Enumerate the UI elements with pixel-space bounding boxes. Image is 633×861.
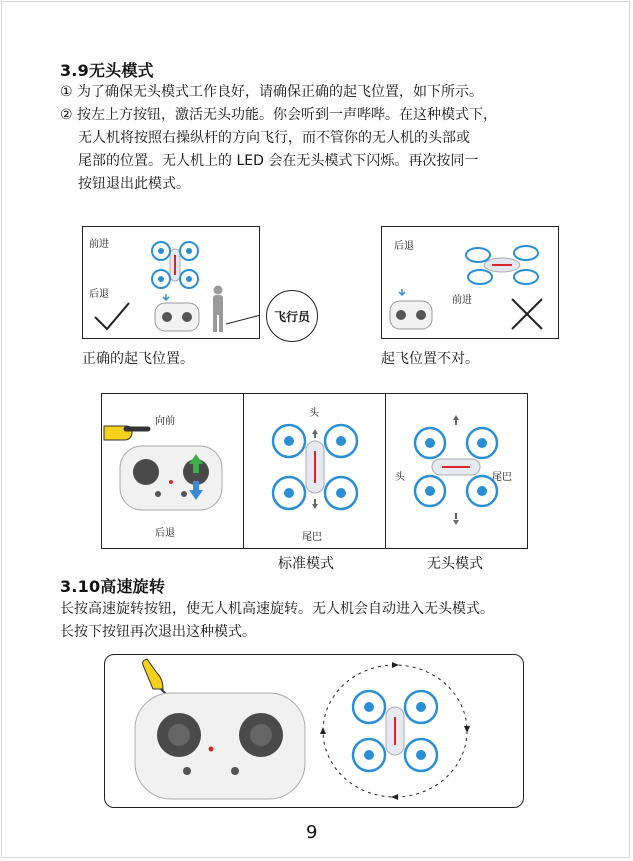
instruction-item-2-line-4: 按钮退出此模式。: [78, 176, 190, 192]
label-forward: 前进: [452, 295, 472, 306]
page-number: 9: [306, 822, 318, 843]
instruction-item-2-line-3: 尾部的位置。无人机上的 LED 会在无头模式下闪烁。再次按同一: [78, 153, 479, 169]
figure-correct-takeoff: [82, 226, 260, 339]
caption-headless-mode: 无头模式: [427, 556, 483, 572]
cross-mark-icon: [512, 299, 542, 329]
caption-incorrect-takeoff: 起飞位置不对。: [381, 351, 479, 367]
controller-icon: [120, 446, 222, 510]
label-backward: 后退: [89, 289, 109, 300]
instruction-item-2-line-1: ② 按左上方按钮，激活无头功能。你会听到一声哔哔。在这种模式下，: [60, 107, 497, 123]
pilot-figure-icon: [213, 286, 223, 333]
drone-icon: [152, 242, 198, 288]
label-backward: 后退: [155, 528, 175, 539]
figure-incorrect-takeoff: [381, 226, 559, 339]
caption-standard-mode: 标准模式: [278, 556, 334, 572]
instruction-item-1: ① 为了确保无头模式工作良好，请确保正确的起飞位置，如下所示。: [60, 84, 483, 100]
check-mark-icon: [95, 303, 129, 329]
label-tail-headless: 尾巴: [492, 472, 512, 483]
caption-correct-takeoff: 正确的起飞位置。: [82, 351, 194, 367]
figure-modes: [101, 393, 528, 549]
spin-instruction-line-1: 长按高速旋转按钮，使无人机高速旋转。无人机会自动进入无头模式。: [60, 601, 494, 617]
label-forward: 前进: [89, 239, 109, 250]
figure-high-speed-spin: [104, 654, 524, 808]
section-title-high-speed-spin: 3.10高速旋转: [60, 577, 166, 596]
controller-icon: [390, 301, 432, 329]
rotation-arrow-icon: [392, 662, 399, 668]
controller-icon: [155, 303, 199, 331]
spin-illustration: [105, 655, 523, 807]
label-forward: 向前: [155, 416, 175, 427]
pointing-hand-icon: [143, 659, 168, 695]
label-tail: 尾巴: [302, 532, 322, 543]
controller-icon: [135, 693, 305, 799]
spin-instruction-line-2: 长按下按钮再次退出这种模式。: [60, 624, 256, 640]
drone-standard-icon: [273, 425, 357, 509]
label-head-headless: 头: [395, 472, 405, 483]
instruction-item-2-line-2: 无人机将按照右操纵杆的方向飞行，而不管你的无人机的头部或: [78, 130, 470, 146]
section-title-headless: 3.9无头模式: [60, 61, 154, 80]
pointing-hand-icon: [104, 426, 148, 440]
label-head: 头: [309, 408, 319, 419]
pilot-callout-bubble: 飞行员: [266, 290, 318, 342]
drone-icon: [466, 246, 538, 284]
correct-takeoff-illustration: [83, 227, 259, 338]
label-backward: 后退: [394, 241, 414, 252]
drone-icon: [353, 691, 437, 771]
drone-headless-icon: [415, 415, 497, 525]
